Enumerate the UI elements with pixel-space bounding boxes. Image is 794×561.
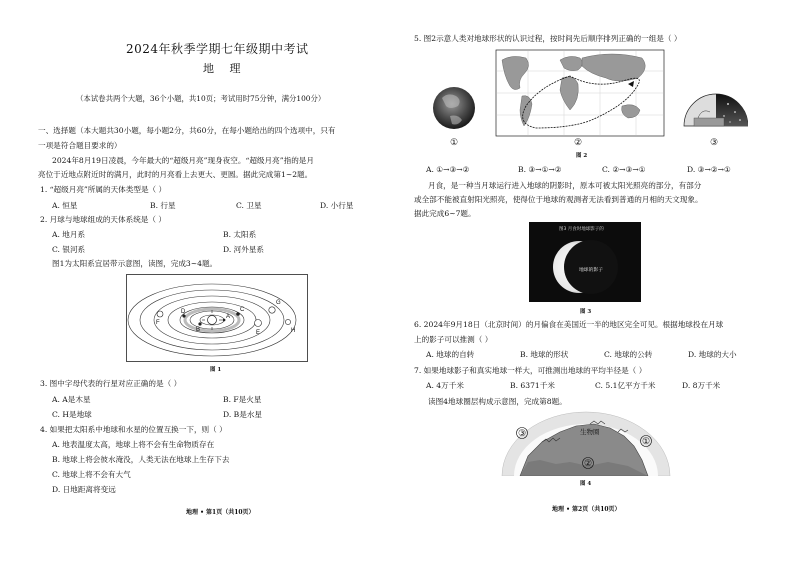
section-heading-line2: 一项是符合题目要求的） xyxy=(38,141,122,150)
question-4-option-d[interactable]: D. 日地距离将变远 xyxy=(52,485,116,494)
fig1-label-g: G xyxy=(276,300,281,306)
page-1-footer: 地理 • 第1页（共10页） xyxy=(186,509,255,516)
question-3-option-a[interactable]: A. A是木星 xyxy=(52,395,91,404)
question-5-option-d[interactable]: D. ③→②→① xyxy=(687,165,731,174)
page-2 xyxy=(412,0,784,561)
question-1-option-c[interactable]: C. 卫星 xyxy=(236,201,262,210)
passage-2-line3: 据此完成6~7题。 xyxy=(414,209,476,218)
passage-2-line2: 或全部不能被直射阳光照亮，使得位于地球的观测者无法看到普通的月相的天文现象。 xyxy=(414,195,703,204)
question-4-option-c[interactable]: C. 地球上将不会有大气 xyxy=(52,470,131,479)
figure-3-lunar-eclipse xyxy=(529,222,641,302)
question-1-option-d[interactable]: D. 小行星 xyxy=(320,201,354,210)
fig3-center-text: 地球的影子 xyxy=(579,268,603,273)
question-1-option-b[interactable]: B. 行星 xyxy=(150,201,176,210)
passage-1-line2: 亮位于近地点附近时的满月，此时的月亮看上去更大、更圆。据此完成第1~2题。 xyxy=(38,170,313,179)
subject-title: 地 理 xyxy=(203,62,247,75)
question-3-option-d[interactable]: D. B是水星 xyxy=(223,410,263,419)
fig1-label-f: F xyxy=(156,320,160,326)
question-5-stem: 5. 图2示意人类对地球形状的认识过程，按时间先后顺序排列正确的一组是（ ） xyxy=(414,34,682,43)
world-route-map xyxy=(496,50,664,136)
figure-1-solar-system xyxy=(126,274,308,362)
question-2-option-c[interactable]: C. 银河系 xyxy=(52,245,86,254)
figure-4-intro: 读图4地球圈层构成示意图，完成第8题。 xyxy=(428,397,567,406)
question-2-option-b[interactable]: B. 太阳系 xyxy=(223,230,257,239)
fig1-label-h: H xyxy=(291,328,296,334)
fig3-top-text: 图3 月食时地球影子的 xyxy=(559,227,604,232)
question-4-option-b[interactable]: B. 地球上将会彼水淹没，人类无法在地球上生存下去 xyxy=(52,455,230,464)
page-2-footer: 地理 • 第2页（共10页） xyxy=(552,506,621,513)
question-7-option-b[interactable]: B. 6371千米 xyxy=(510,381,555,390)
fig1-label-b: B xyxy=(196,327,201,333)
question-6-option-d[interactable]: D. 地球的大小 xyxy=(688,350,737,359)
fig4-label-1: ① xyxy=(642,437,651,447)
question-2-stem: 2. 月球与地球组成的天体系统是（ ） xyxy=(40,215,166,224)
question-7-option-a[interactable]: A. 4万千米 xyxy=(426,381,464,390)
figure-2 xyxy=(432,46,748,150)
question-6-option-b[interactable]: B. 地球的形状 xyxy=(520,350,569,359)
earth-shadow xyxy=(564,240,618,294)
fig4-label-biosphere: 生物圈 xyxy=(580,428,600,436)
question-1-stem: 1. “超级月亮”所属的天体类型是（ ） xyxy=(40,185,167,194)
question-3-option-b[interactable]: B. F是火星 xyxy=(223,395,262,404)
question-3-stem: 3. 图中字母代表的行星对应正确的是（ ） xyxy=(40,379,182,388)
question-5-option-b[interactable]: B. ③→①→② xyxy=(518,165,562,174)
question-6-option-a[interactable]: A. 地球的自转 xyxy=(426,350,475,359)
fig2-label-2: ② xyxy=(574,138,583,148)
figure-1-caption: 图 1 xyxy=(210,367,222,373)
question-5-option-a[interactable]: A. ①→③→② xyxy=(426,165,470,174)
question-6-line2: 上的影子可以推测（ ） xyxy=(414,335,493,344)
figure-4-caption: 图 4 xyxy=(580,481,592,487)
figure-4-earth-spheres xyxy=(498,410,674,476)
exam-title: 2024年秋季学期七年级期中考试 xyxy=(126,42,309,56)
figure-2-caption: 图 2 xyxy=(576,153,588,159)
question-2-option-d[interactable]: D. 河外星系 xyxy=(223,245,265,254)
ancient-cosmos-model xyxy=(684,94,748,126)
question-7-option-d[interactable]: D. 8万千米 xyxy=(682,381,721,390)
question-1-option-a[interactable]: A. 恒星 xyxy=(52,201,78,210)
passage-2-line1: 月食，是一种当月球运行进入地球的阴影时，原本可被太阳光照亮的部分，有部分 xyxy=(428,181,702,190)
question-6-line1: 6. 2024年9月18日（北京时间）的月偏食在美国近一半的地区完全可见。根据地球投在月球 xyxy=(414,320,724,329)
question-2-option-a[interactable]: A. 地月系 xyxy=(52,230,86,239)
figure-3-caption: 图 3 xyxy=(580,309,592,315)
passage-1-line1: 2024年8月19日凌晨，今年最大的“超级月亮”现身夜空。“超级月亮”指的是月 xyxy=(52,156,314,165)
question-3-option-c[interactable]: C. H是地球 xyxy=(52,410,92,419)
page-1 xyxy=(38,0,398,561)
fig2-label-1: ① xyxy=(450,138,459,148)
fig1-label-e: E xyxy=(256,330,261,336)
question-5-option-c[interactable]: C. ②→③→① xyxy=(602,165,646,174)
exam-note: （本试卷共两个大题，36个小题，共10页；考试用时75分钟，满分100分） xyxy=(76,94,326,103)
question-6-option-c[interactable]: C. 地球的公转 xyxy=(604,350,653,359)
question-7-option-c[interactable]: C. 5.1亿平方千米 xyxy=(595,381,656,390)
fig2-label-3: ③ xyxy=(710,138,719,148)
question-4-stem: 4. 如果把太阳系中地球和水星的位置互换一下，则（ ） xyxy=(40,425,227,434)
question-4-option-a[interactable]: A. 地表温度太高，地球上将不会有生命物质存在 xyxy=(52,440,215,449)
figure-1-intro: 图1为太阳系宜居带示意图，读图，完成3~4题。 xyxy=(52,259,218,268)
fig1-label-d: D xyxy=(181,309,186,315)
question-7-stem: 7. 如果地球影子和真实地球一样大，可推测出地球的平均半径是（ ） xyxy=(414,366,647,375)
fig1-label-a: A xyxy=(226,314,231,320)
fig4-label-2: ② xyxy=(584,459,593,469)
section-heading-line1: 一、选择题（本大题共30小题，每小题2分，共60分，在每小题给出的四个选项中，只有 xyxy=(38,126,336,135)
fig1-label-c: C xyxy=(240,307,245,313)
fig4-label-3: ③ xyxy=(518,429,527,439)
